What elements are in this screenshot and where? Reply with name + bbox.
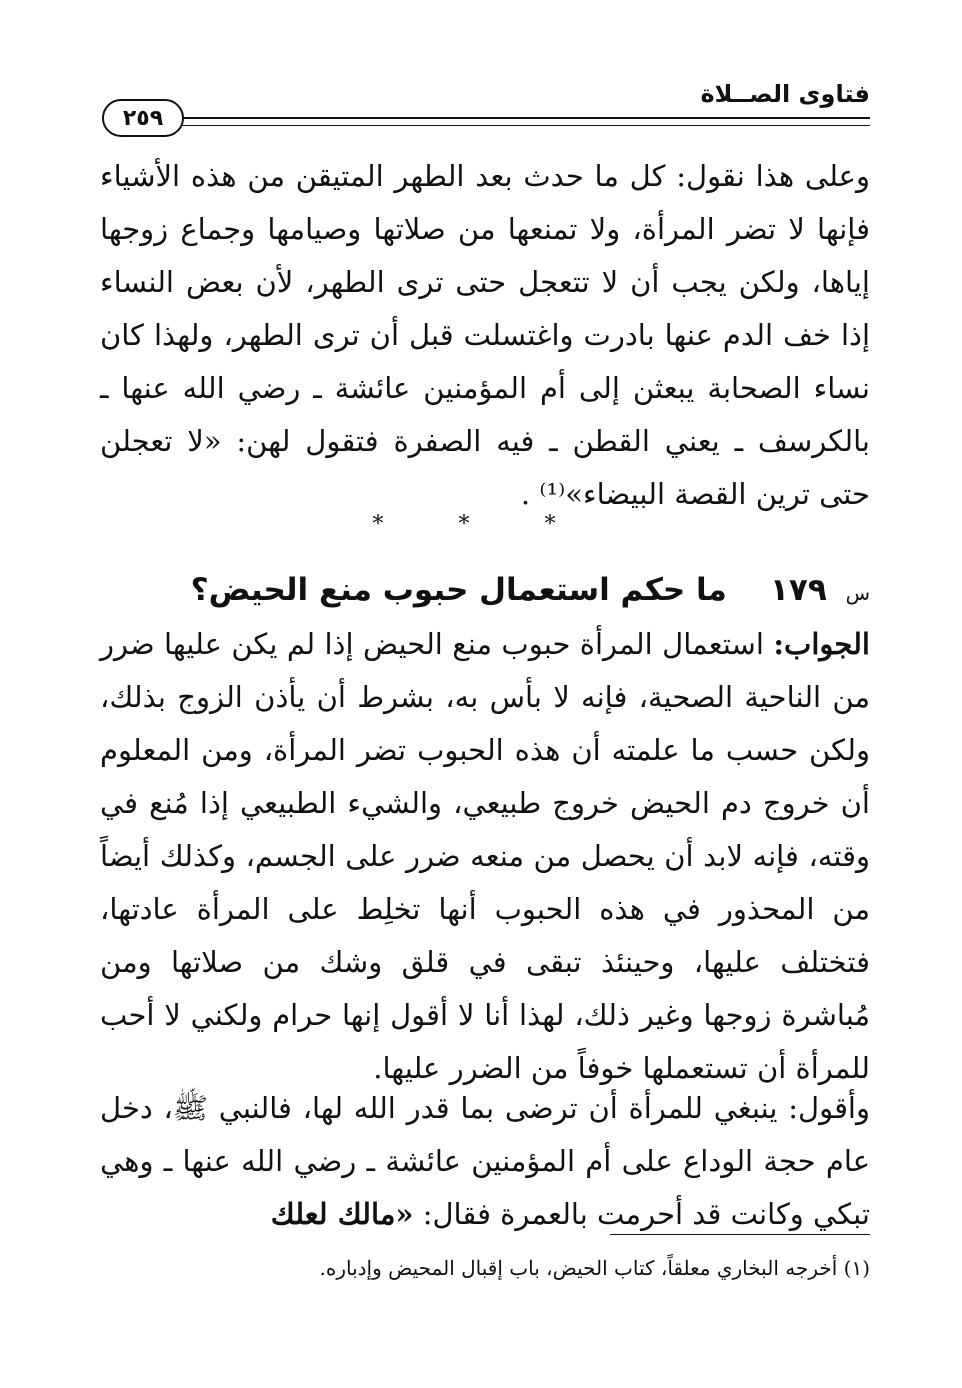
header-title: فتاوى الصــلاة xyxy=(700,80,870,108)
page-number: ٢٥٩ xyxy=(102,99,184,137)
answer-label: الجواب: xyxy=(773,627,870,661)
paragraph-3 xyxy=(100,1082,870,1241)
header-rule xyxy=(180,117,870,126)
question-text: ما حكم استعمال حبوب منع الحيض؟ xyxy=(190,572,727,608)
question-marker: س xyxy=(845,581,870,605)
paragraph-3-bold-quote: «مالك لعلك xyxy=(270,1197,414,1231)
section-separator: * * * xyxy=(372,512,590,537)
answer-paragraph xyxy=(100,618,870,1095)
paragraph-1: وعلى هذا نقول: كل ما حدث بعد الطهر المتيقن من هذه الأشياء فإنها لا تضر المرأة، ولا تمنعها من صلاتها وصيامها وجماع زوجها إياها، ولكن يجب أن لا تتعجل حتى ترى الطهر، لأن بعض النساء إذا خف الدم عنها بادرت واغتسلت قبل أن ترى الطهر، ولهذا كان نساء الصحابة يبعثن إلى أم المؤمنين عائشة ـ رضي الله عنها ـ بالكرسف ـ يعني القطن ـ فيه الصفرة فتقول لهن: «لا تعجلن حتى ترين القصة البيضاء»⁽¹⁾ . xyxy=(100,159,870,511)
footnote-rule xyxy=(610,1234,870,1235)
paragraph-3-text: وأقول: ينبغي للمرأة أن ترضى بما قدر الله لها، فالنبي ﷺ، دخل عام حجة الوداع على أم المؤمنين عائشة ـ رضي الله عنها ـ وهي تبكي وكانت قد أحرمت بالعمرة فقال: xyxy=(100,1091,870,1231)
question-number: ١٧٩ xyxy=(770,572,827,608)
answer-text: استعمال المرأة حبوب منع الحيض إذا لم يكن عليها ضرر من الناحية الصحية، فإنه لا بأس به، بشرط أن يأذن الزوج بذلك، ولكن حسب ما علمته أن هذه الحبوب تضر المرأة، ومن المعلوم أن خروج دم الحيض خروج طبيعي، والشيء الطبيعي إذا مُنع في وقته، فإنه لابد أن يحصل من منعه ضرر على الجسم، وكذلك أيضاً من المحذور في هذه الحبوب أنها تخلِط على المرأة عادتها، فتختلف عليها، وحينئذ تبقى في قلق وشك من صلاتها ومن مُباشرة زوجها وغير ذلك، لهذا أنا لا أقول إنها حرام ولكني لا أحب للمرأة أن تستعملها خوفاً من الضرر عليها. xyxy=(100,627,870,1085)
question-heading xyxy=(100,565,870,618)
footnote: (١) أخرجه البخاري معلقاً، كتاب الحيض، باب إقبال المحيض وإدباره. xyxy=(319,1256,870,1280)
